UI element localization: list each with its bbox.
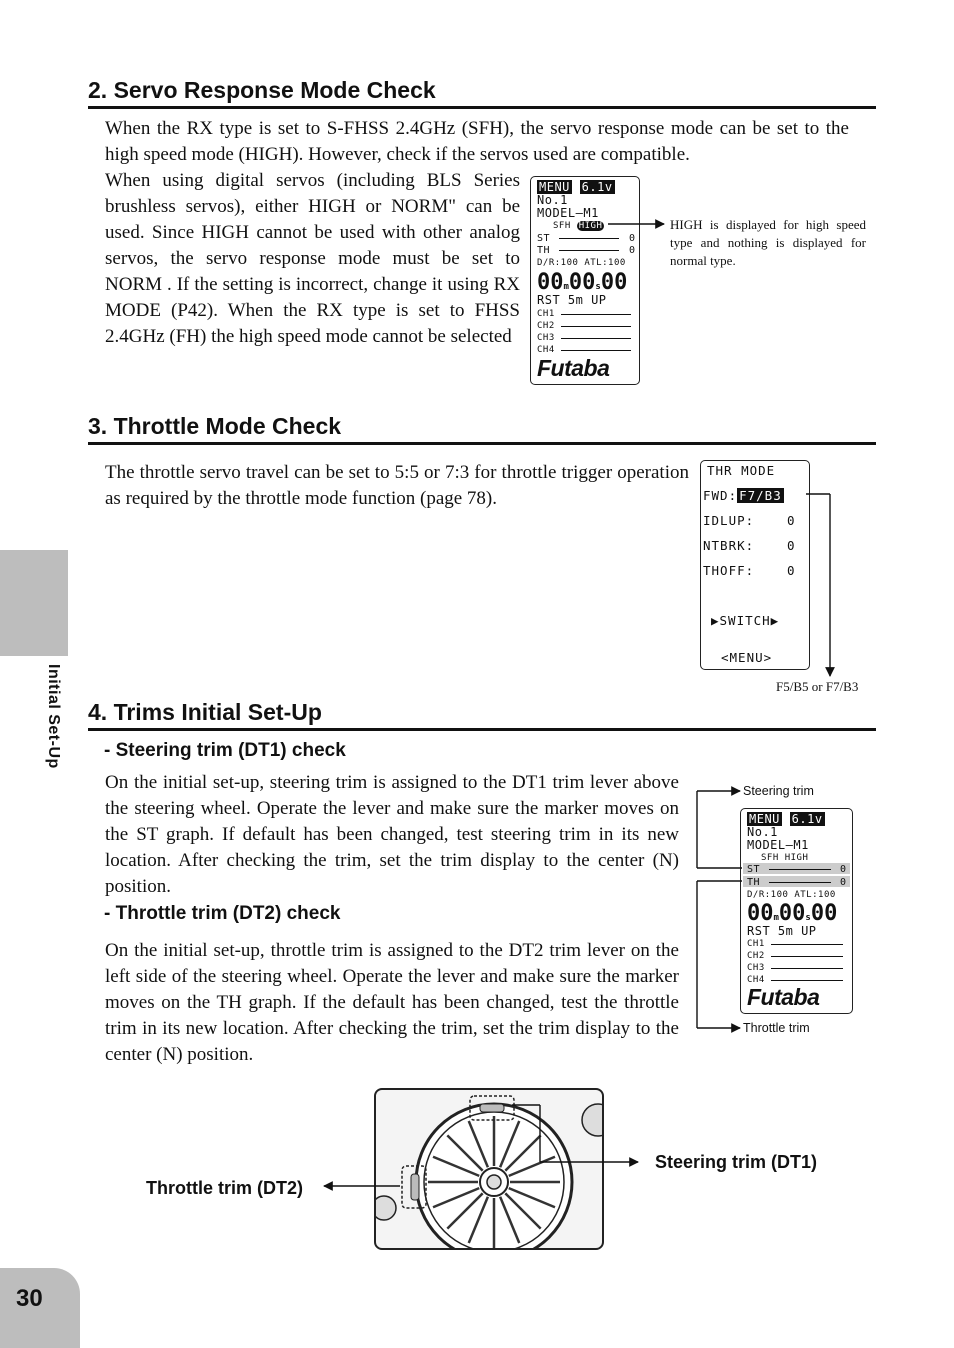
lcd-throttle-mode: THR MODE FWD: F7/B3 IDLUP: 0 NTBRK: 0 THOFF: 0 ▶SWITCH▶ <MENU> [700, 460, 810, 670]
section-trims-heading: 4. Trims Initial Set-Up [88, 700, 876, 731]
section-throttle-heading: 3. Throttle Mode Check [88, 414, 876, 445]
wheel-throttle-trim-label: Throttle trim (DT2) [146, 1178, 303, 1198]
throttle-paragraph: The throttle servo travel can be set to 5:5 or 7:3 for throttle trigger operation as required by the throttle mode function (page 78). [105, 462, 689, 509]
lcd-trim-screen: MENU 6.1v No.1 MODEL–M1 SFH HIGH ST 0 TH 0 D/R:100 ATL:100 00m00s00 RST 5m UP CH1 CH2 CH3 CH4 Futaba [740, 808, 853, 1014]
page-number: 30 [16, 1285, 43, 1312]
wheel-steering-trim-label: Steering trim (DT1) [655, 1152, 818, 1172]
steering-trim-paragraph: On the initial set-up, steering trim is assigned to the DT1 trim lever above the steering wheel. Operate the lever and make sure the marker moves on the ST graph. If default has been changed, test steering trim in its new location. After checking the trim, set the trim display to the center (N) position. [105, 772, 679, 897]
servo-detail-paragraph: When using digital servos (including BLS Series brushless servos), either HIGH or NORM" can be used. Since HIGH cannot be used with other analog servos, the servo response mode must be set to NORM . If the setting is incorrect, change it using RX MODE (P42). When the RX type is set to FHSS 2.4GHz (FH) the high speed mode cannot be selected [105, 170, 520, 347]
futaba-logo: Futaba [537, 355, 610, 381]
servo-intro-paragraph: When the RX type is set to S-FHSS 2.4GHz (SFH), the servo response mode can be set to the high speed mode (HIGH). However, check if the servos used are compatible. [105, 118, 849, 165]
throttle-caption: F5/B5 or F7/B3 [776, 679, 859, 694]
throttle-trim-subheading: - Throttle trim (DT2) check [104, 903, 341, 924]
lcd-home-screen: MENU 6.1v No.1 MODEL–M1 SFH HIGH ST 0 TH 0 D/R:100 ATL:100 00m00s00 RST 5m UP CH1 CH2 CH3 CH4 Futaba [530, 176, 640, 385]
side-tab-label: Initial Set-Up [45, 664, 62, 769]
steering-trim-subheading: - Steering trim (DT1) check [104, 740, 346, 761]
throttle-trim-paragraph: On the initial set-up, throttle trim is assigned to the DT2 trim lever on the left side of the steering wheel. Operate the lever and make sure the marker moves on the TH graph. If the default has been changed, test the throttle trim in its new location. After checking the trim, set the trim display to the center (N) position. [105, 940, 679, 1065]
servo-high-caption: HIGH is displayed for high speed type and nothing is displayed for normal type. [670, 217, 866, 268]
steering-trim-label: Steering trim [743, 784, 814, 798]
throttle-trim-label: Throttle trim [743, 1021, 810, 1035]
section-servo-heading: 2. Servo Response Mode Check [88, 78, 876, 109]
